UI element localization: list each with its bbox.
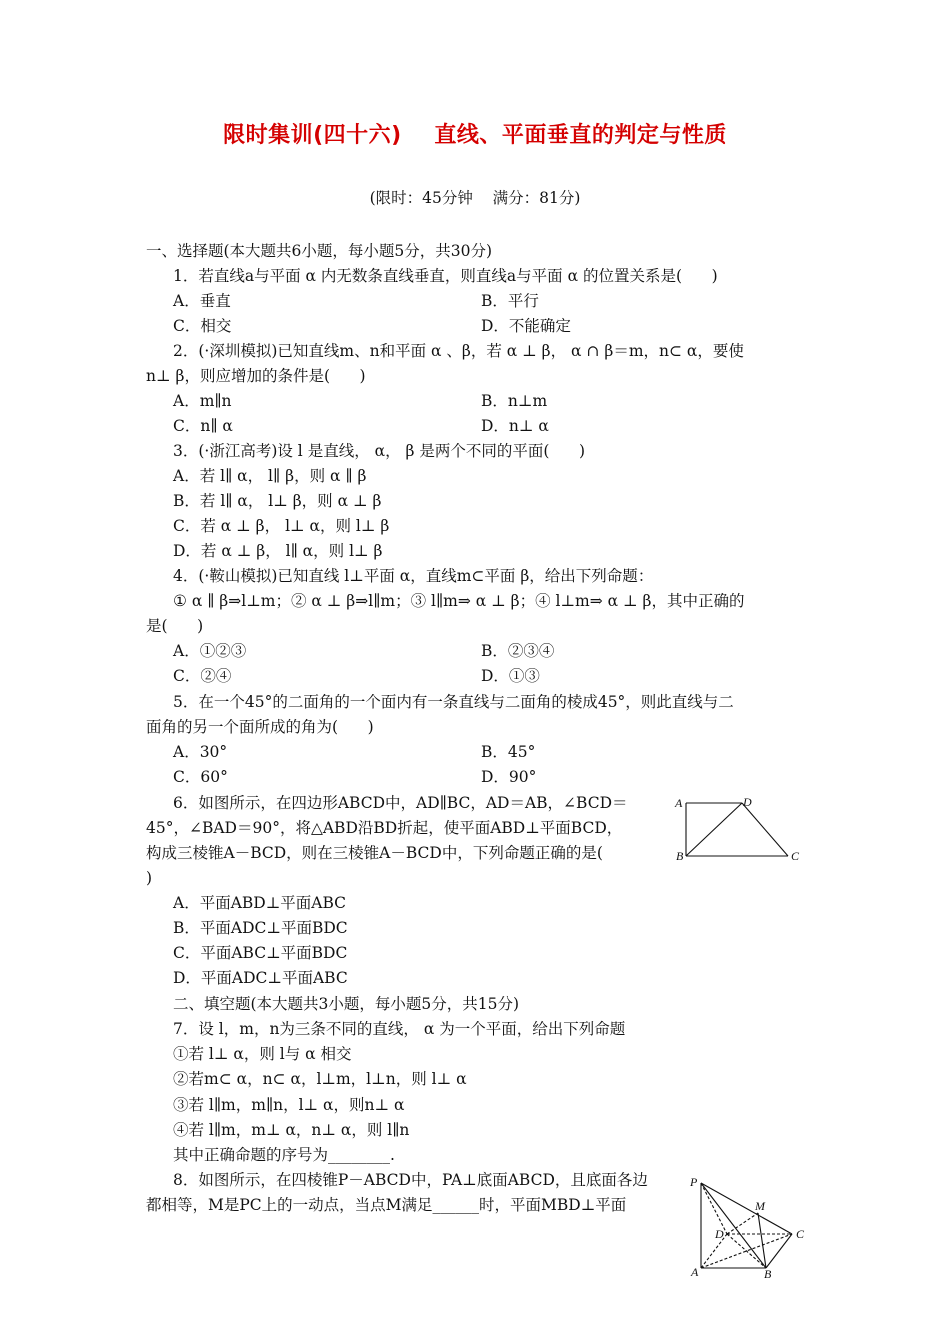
q2-option-d: D．n⊥ α	[481, 417, 549, 435]
q2-option-a: A．m∥n	[173, 392, 232, 410]
label-p: P	[690, 1175, 698, 1189]
q5-option-d: D．90°	[481, 768, 537, 786]
edge-bc	[766, 1234, 792, 1268]
q2-stem-line1: 2．(·深圳模拟)已知直线m、n和平面 α 、β，若 α ⊥ β， α ∩ β＝m，n⊂ α，要使	[173, 342, 744, 360]
q5-stem-line1: 5．在一个45°的二面角的一个面内有一条直线与二面角的棱成45°，则此直线与二	[173, 693, 734, 711]
q4-option-d: D．①③	[481, 667, 540, 685]
edge-dc	[742, 803, 788, 856]
q6-option-d: D．平面ADC⊥平面ABC	[173, 969, 348, 987]
q4-option-c: C．②④	[173, 667, 232, 685]
q7-proposition-1: ①若 l⊥ α，则 l与 α 相交	[173, 1045, 352, 1063]
label-a: A	[691, 1265, 699, 1279]
label-c: C	[791, 849, 800, 863]
q4-stem-line3: 是( )	[146, 617, 204, 635]
q5-stem-line2: 面角的另一个面所成的角为( )	[146, 718, 374, 736]
q4-stem-line2: ① α ∥ β⇒l⊥m；② α ⊥ β⇒l∥m；③ l∥m⇒ α ⊥ β；④ l⊥m⇒ α ⊥ β，其中正确的	[173, 592, 745, 610]
q7-proposition-4: ④若 l∥m，m⊥ α，n⊥ α，则 l∥n	[173, 1121, 410, 1139]
q7-stem: 7．设 l，m，n为三条不同的直线， α 为一个平面，给出下列命题	[173, 1020, 626, 1038]
label-d: D	[743, 795, 752, 809]
q7-proposition-3: ③若 l∥m，m∥n，l⊥ α，则n⊥ α	[173, 1096, 405, 1114]
section-choice-heading: 一、选择题(本大题共6小题，每小题5分，共30分)	[146, 242, 493, 260]
q8-stem-line1: 8．如图所示，在四棱锥P－ABCD中，PA⊥底面ABCD，且底面各边	[173, 1171, 648, 1189]
q3-option-d: D．若 α ⊥ β， l∥ α，则 l⊥ β	[173, 542, 383, 560]
pyramid-pabcd-figure	[682, 1172, 812, 1280]
q2-option-b: B．n⊥m	[481, 392, 548, 410]
q1-option-c: C．相交	[173, 317, 232, 335]
q5-option-b: B．45°	[481, 743, 536, 761]
q6-stem-line1: 6．如图所示，在四边形ABCD中，AD∥BC，AD＝AB，∠BCD＝	[173, 794, 628, 812]
q1-stem: 1．若直线a与平面 α 内无数条直线垂直，则直线a与平面 α 的位置关系是( )	[173, 267, 718, 285]
q6-stem-line4: )	[146, 869, 153, 887]
label-b: B	[764, 1267, 772, 1280]
q4-option-a: A．①②③	[173, 642, 247, 660]
q6-option-a: A．平面ABD⊥平面ABC	[173, 894, 347, 912]
q4-stem-line1: 4．(·鞍山模拟)已知直线 l⊥平面 α，直线m⊂平面 β，给出下列命题：	[173, 567, 654, 585]
page-title: 限时集训(四十六) 直线、平面垂直的判定与性质	[223, 123, 727, 148]
q7-proposition-2: ②若m⊂ α，n⊂ α，l⊥m，l⊥n，则 l⊥ α	[173, 1070, 467, 1088]
quadrilateral-abcd-figure	[672, 792, 812, 867]
q2-option-c: C．n∥ α	[173, 417, 233, 435]
label-m: M	[755, 1199, 765, 1213]
label-c: C	[796, 1227, 805, 1241]
q1-option-d: D．不能确定	[481, 317, 571, 335]
q3-option-a: A．若 l∥ α， l∥ β，则 α ∥ β	[173, 467, 367, 485]
q6-option-b: B．平面ADC⊥平面BDC	[173, 919, 348, 937]
q8-stem-line2: 都相等，M是PC上的一动点，当点M满足______时，平面MBD⊥平面	[146, 1196, 627, 1214]
q6-stem-line2: 45°，∠BAD＝90°，将△ABD沿BD折起，使平面ABD⊥平面BCD，	[146, 819, 623, 837]
diagonal-bd	[686, 803, 742, 856]
q6-stem-line3: 构成三棱锥A－BCD，则在三棱锥A－BCD中，下列命题正确的是(	[146, 844, 603, 862]
q3-option-b: B．若 l∥ α， l⊥ β，则 α ⊥ β	[173, 492, 382, 510]
label-b: B	[676, 849, 684, 863]
q5-option-c: C．60°	[173, 768, 228, 786]
q3-option-c: C．若 α ⊥ β， l⊥ α，则 l⊥ β	[173, 517, 390, 535]
label-d: D	[715, 1227, 724, 1241]
q1-option-a: A．垂直	[173, 292, 231, 310]
q5-option-a: A．30°	[173, 743, 228, 761]
section-fill-heading: 二、填空题(本大题共3小题，每小题5分，共15分)	[173, 995, 520, 1013]
label-a: A	[675, 796, 683, 810]
q7-answer-blank: 其中正确命题的序号为________.	[173, 1146, 395, 1164]
q4-option-b: B．②③④	[481, 642, 555, 660]
q3-stem: 3．(·浙江高考)设 l 是直线， α， β 是两个不同的平面( )	[173, 442, 586, 460]
q1-option-b: B．平行	[481, 292, 539, 310]
time-score-limit: (限时：45分钟 满分：81分)	[369, 189, 581, 207]
q2-stem-line2: n⊥ β，则应增加的条件是( )	[146, 367, 366, 385]
diagonal-bd	[727, 1234, 766, 1268]
q6-option-c: C．平面ABC⊥平面BDC	[173, 944, 348, 962]
